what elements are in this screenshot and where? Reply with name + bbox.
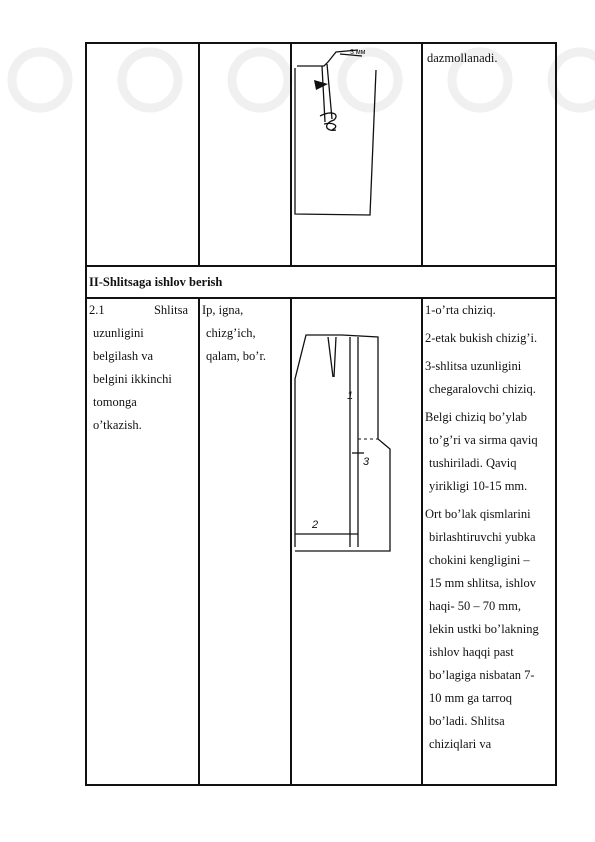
step-line: tomonga <box>93 395 137 409</box>
note-line: ishlov haqqi past <box>429 645 514 659</box>
note-line: chegaralovchi chiziq. <box>429 382 536 396</box>
note-line: chiziqlari va <box>429 737 492 751</box>
note-line: 1-o’rta chiziq. <box>425 303 496 317</box>
section-title: II-Shlitsaga ishlov berish <box>89 275 223 289</box>
pressing-diagram <box>292 44 423 265</box>
step-number: 2.1 <box>89 303 105 317</box>
note-line: Ort bo’lak qismlarini <box>425 507 531 521</box>
note-paragraph <box>423 503 555 756</box>
figure-cell <box>291 298 422 785</box>
tools-line: Ip, igna, <box>202 303 244 317</box>
note-line: lekin ustki bo’lakning <box>429 622 539 636</box>
step-cell <box>86 298 199 785</box>
note-line: 2-etak bukish chizig’i. <box>425 331 538 345</box>
step-line: Shlitsa <box>153 303 188 317</box>
step-line: belgini ikkinchi <box>93 372 172 386</box>
figure-label: 1 <box>347 390 354 402</box>
technology-table <box>85 42 557 786</box>
tools-cell <box>199 298 291 785</box>
note-line: bo’ladi. Shlitsa <box>429 714 505 728</box>
table-row <box>86 43 556 266</box>
arrow-icon <box>314 80 328 90</box>
note-paragraph <box>423 355 555 401</box>
note-line: to’g’ri va sirma qaviq <box>429 433 538 447</box>
note-paragraph <box>423 406 555 498</box>
tools-line: chizg’ich, <box>206 326 256 340</box>
notes-cell <box>422 298 556 785</box>
step-line: o’tkazish. <box>93 418 142 432</box>
note-paragraph <box>423 327 555 350</box>
cell-text: dazmollanadi. <box>427 51 498 65</box>
note-line: 3-shlitsa uzunligini <box>425 359 522 373</box>
table-row <box>86 298 556 785</box>
description-cell <box>422 43 556 266</box>
step-line: uzunligini <box>93 326 144 340</box>
figure-cell <box>291 43 422 266</box>
figure-label: 3 <box>363 456 370 468</box>
note-line: Belgi chiziq bo’ylab <box>425 410 528 424</box>
note-line: yirikligi 10-15 mm. <box>429 479 528 493</box>
slit-marking-diagram <box>292 299 423 784</box>
note-paragraph <box>423 299 555 322</box>
note-line: birlashtiruvchi yubka <box>429 530 536 544</box>
figure-label: 3 мм <box>350 49 366 56</box>
note-line: tushiriladi. Qaviq <box>429 456 517 470</box>
section-row <box>86 266 556 298</box>
tools-line: qalam, bo’r. <box>206 349 267 363</box>
note-line: chokini kengligini – <box>429 553 530 567</box>
note-line: 15 mm shlitsa, ishlov <box>429 576 536 590</box>
step-line: belgilash va <box>93 349 154 363</box>
empty-cell <box>86 43 199 266</box>
note-line: haqi- 50 – 70 mm, <box>429 599 522 613</box>
note-line: 10 mm ga tarroq <box>429 691 512 705</box>
note-line: bo’lagiga nisbatan 7- <box>429 668 535 682</box>
empty-cell <box>199 43 291 266</box>
figure-label: 2 <box>312 519 319 531</box>
